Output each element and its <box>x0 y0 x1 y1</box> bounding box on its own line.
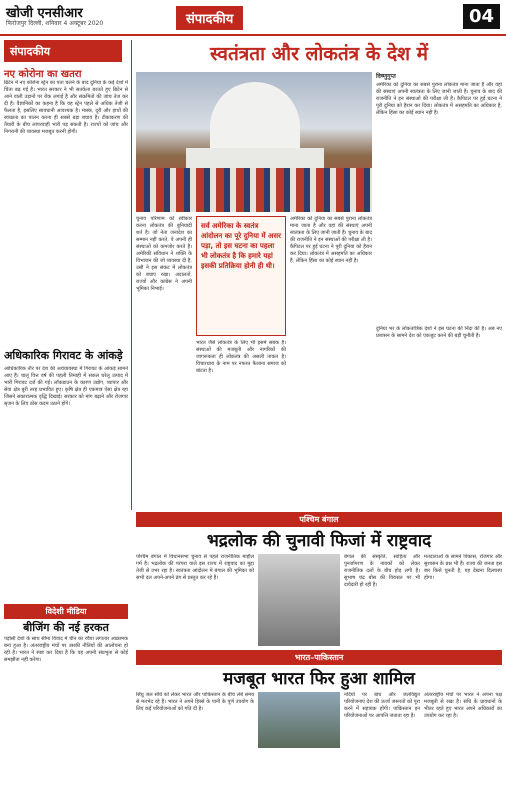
section-title: संपादकीय <box>176 6 243 30</box>
dam-photo <box>258 692 340 748</box>
editorial-body-a: अमेरिका को दुनिया का सबसे पुराना लोकतंत्र माना जाता है और वहां की संस्थाएं अपनी स्वतंत्रता के लिए जानी जाती हैं। चुनाव के बाद की राजनीति ने इन संस्थाओं की परीक्षा ली है। कैपिटल पर हुई घटना ने पूरी दुनिया को हैरान कर दिया। लोकतंत्र में असहमति का अधिकार है, लेकिन हिंसा का कोई स्थान नहीं है। <box>376 82 502 116</box>
capitol-photo <box>136 72 372 212</box>
dateline: फिरोजपुर दिल्ली, शनिवार 4 अक्टूबर 2020 <box>6 20 104 27</box>
capitol-dome-shape <box>210 82 300 152</box>
indo-pak-body-a: सिंधु जल संधि को लेकर भारत और पाकिस्तान के बीच लंबे समय से मतभेद रहे हैं। भारत ने अपने हिस्से के पानी के पूर्ण उपयोग के लिए कई परियोजनाओं को गति दी है। <box>136 692 254 712</box>
column-divider <box>131 40 132 510</box>
editorial-pullquote: सर्व अमेरिका के स्वतंत्र आंदोलन का पूरे दुनिया में असर पड़ा, तो इस घटना का पहला भी लोकतंत्र है कि हमारे यहां इसकी प्रतिक्रिया होनी ही थी। <box>196 216 286 336</box>
sidebar-section-label: संपादकीय <box>4 40 122 62</box>
editorial-body-c: भारत जैसे लोकतंत्र के लिए भी इसमें सबक है। संस्थाओं की मजबूती और नागरिकों की जागरूकता ही लोकतंत्र की असली ताकत है। विचारधारा के नाम पर नफरत फैलाना समाज को बांटता है। <box>196 340 286 374</box>
bengal-body-b: बंगाल की संस्कृति, साहित्य और पुनर्जागरण के नायकों को लेकर राजनीतिक दलों के बीच होड़ लगी है। सुभाष चंद्र बोस की विरासत पर भी दावेदारी हो रही है। <box>344 554 420 588</box>
brand-name: खोजी एनसीआर <box>6 6 83 21</box>
page-number: 04 <box>463 4 500 29</box>
editorial-body-d: अमेरिका को दुनिया का सबसे पुराना लोकतंत्र माना जाता है और वहां की संस्थाएं अपनी स्वतंत्रता के लिए जानी जाती हैं। चुनाव के बाद की राजनीति ने इन संस्थाओं की परीक्षा ली है। कैपिटल पर हुई घटना ने पूरी दुनिया को हैरान कर दिया। लोकतंत्र में असहमति का अधिकार है, लेकिन हिंसा का कोई स्थान नहीं है। <box>290 216 372 264</box>
editorial-body-b: चुनाव परिणाम को स्वीकार करना लोकतंत्र की बुनियादी शर्त है। जो नेता जनादेश का सम्मान नहीं करते, वे अपनी ही संस्थाओं को कमजोर करते हैं। अमेरिकी संविधान ने शक्ति के विभाजन की जो व्यवस्था दी है, उसी ने इस संकट में लोकतंत्र को बचाए रखा। अदालतों, राज्यों और कांग्रेस ने अपनी भूमिका निभाई। <box>136 216 192 292</box>
bengal-headline: भद्रलोक की चुनावी फिजां में राष्ट्रवाद <box>206 531 432 551</box>
china-label: विदेशी मीडिया <box>4 604 128 619</box>
economy-body: आधिकारिक तौर पर देश की अर्थव्यवस्था में गिरावट के आंकड़े सामने आए हैं। चालू वित्त वर्ष की पहली तिमाही में सकल घरेलू उत्पाद में भारी गिरावट दर्ज की गई। लॉकडाउन के कारण उद्योग, व्यापार और सेवा क्षेत्र बुरी तरह प्रभावित हुए। कृषि क्षेत्र ही एकमात्र ऐसा क्षेत्र रहा जिसने सकारात्मक वृद्धि दिखाई। सरकार को मांग बढ़ाने और रोजगार सृजन के लिए ठोस कदम उठाने होंगे। <box>4 366 128 407</box>
crowd-flags-shape <box>136 168 372 212</box>
editorial-author: विष्णुगुप्त <box>376 73 396 80</box>
editorial-headline: स्वतंत्रता और लोकतंत्र के देश में <box>210 43 428 65</box>
bengal-label: पश्चिम बंगाल <box>136 512 502 527</box>
china-body: पड़ोसी देशों के साथ सीमा विवाद में चीन का रवैया लगातार आक्रामक बना हुआ है। अंतरराष्ट्रीय मंचों पर उसकी नीतियों की आलोचना हो रही है। भारत ने स्पष्ट कर दिया है कि वह अपनी संप्रभुता से कोई समझौता नहीं करेगा। <box>4 636 128 663</box>
bengal-body-a: पश्चिम बंगाल में विधानसभा चुनाव से पहले राजनीतिक माहौल गर्म है। भद्रलोक की परंपरा वाले इस राज्य में राष्ट्रवाद का मुद्दा तेजी से उभर रहा है। स्वतंत्रता आंदोलन में बंगाल की भूमिका को सभी दल अपने-अपने ढंग से प्रस्तुत कर रहे हैं। <box>136 554 254 581</box>
indo-pak-body-c: अंतरराष्ट्रीय मंचों पर भारत ने अपना पक्ष मजबूती से रखा है। संधि के प्रावधानों के भीतर रहते हुए भारत अपने अधिकारों का उपयोग कर रहा है। <box>424 692 502 719</box>
indo-pak-label: भारत–पाकिस्तान <box>136 650 502 665</box>
sidebar-title: नए कोरोना का खतरा <box>4 69 82 80</box>
economy-headline: अधिकारिक गिरावट के आंकड़े <box>4 349 123 362</box>
bengal-body-c: मतदाताओं के सामने विकास, रोजगार और सुशासन के प्रश्न भी हैं। राज्य की जनता इस बार किसे चुनती है, यह देखना दिलचस्प होगा। <box>424 554 502 581</box>
china-title: बीजिंग की नई हरकत <box>23 621 109 634</box>
masthead <box>0 0 506 36</box>
sidebar-body: ब्रिटेन में नए कोरोना स्ट्रेन का पता चलने के बाद दुनिया के कई देशों में चिंता बढ़ गई है। भारत सरकार ने भी सतर्कता बरतते हुए ब्रिटेन से आने वाली उड़ानों पर रोक लगाई है और संक्रमितों की जांच तेज कर दी है। वैज्ञानिकों का कहना है कि यह स्ट्रेन पहले से अधिक तेजी से फैलता है, इसलिए सावधानी आवश्यक है। मास्क, दूरी और हाथों की स्वच्छता का पालन करना ही सबसे बड़ा बचाव है। टीकाकरण की तैयारी के बीच लापरवाही भारी पड़ सकती है। राज्यों को जांच और निगरानी की व्यवस्था मजबूत करनी होगी। <box>4 80 128 135</box>
tagore-photo <box>258 554 340 646</box>
indo-pak-body-b: नदियों पर बांध और जलविद्युत परियोजनाएं देश की ऊर्जा जरूरतों को पूरा करने में सहायक होंगी। पाकिस्तान इन परियोजनाओं पर आपत्ति जताता रहा है। <box>344 692 420 719</box>
indo-pak-headline: मजबूत भारत फिर हुआ शामिल <box>223 669 415 689</box>
editorial-body-e: दुनिया भर के लोकतांत्रिक देशों ने इस घटना की निंदा की है। अब नए प्रशासन के सामने देश को एकजुट करने की बड़ी चुनौती है। <box>376 326 502 339</box>
